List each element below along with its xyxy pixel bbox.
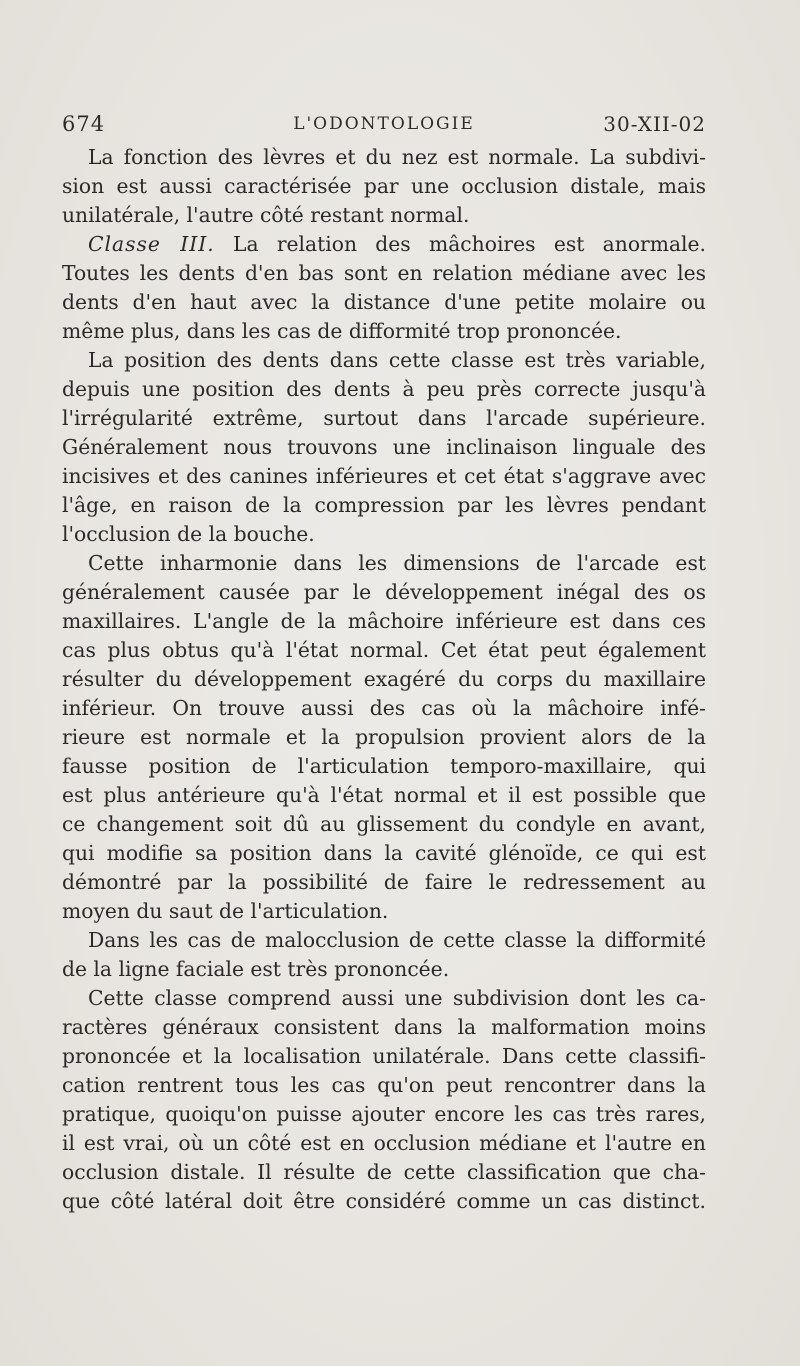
text-line: [62, 462, 706, 491]
text-line: [62, 433, 706, 462]
text-line: [62, 1158, 706, 1187]
line-text: La relation des mâchoires est anormale.: [214, 232, 706, 256]
line-text: l'âge, en raison de la compression par les lèvres pendant: [62, 493, 706, 517]
line-text: généralement causée par le développement inégal des os: [62, 580, 706, 604]
line-text: La fonction des lèvres et du nez est normale. La subdivi-: [88, 145, 706, 169]
line-text: que côté latéral doit être considéré comme un cas distinct.: [62, 1189, 706, 1213]
text-line: [62, 346, 706, 375]
body-text: [62, 143, 706, 1216]
text-line: [62, 172, 706, 201]
line-text: ce changement soit dû au glissement du condyle en avant,: [62, 812, 706, 836]
text-line: [62, 201, 706, 230]
line-text: prononcée et la localisation unilatérale. Dans cette classifi-: [62, 1044, 706, 1068]
line-text: Toutes les dents d'en bas sont en relation médiane avec les: [62, 261, 706, 285]
line-text: est plus antérieure qu'à l'état normal et il est possible que: [62, 783, 706, 807]
line-text: fausse position de l'articulation temporo-maxillaire, qui: [62, 754, 706, 778]
text-line: [62, 404, 706, 433]
text-line: [62, 810, 706, 839]
text-line: [62, 520, 706, 549]
text-line: [62, 607, 706, 636]
line-text: de la ligne faciale est très prononcée.: [62, 957, 450, 981]
page-header: [62, 112, 706, 140]
line-text: occlusion distale. Il résulte de cette classification que cha-: [62, 1160, 706, 1184]
text-line: [62, 1129, 706, 1158]
line-text: cas plus obtus qu'à l'état normal. Cet état peut également: [62, 638, 706, 662]
text-line: [62, 926, 706, 955]
line-text: il est vrai, où un côté est en occlusion médiane et l'autre en: [62, 1131, 706, 1155]
line-text: incisives et des canines inférieures et cet état s'aggrave avec: [62, 464, 706, 488]
line-text: démontré par la possibilité de faire le redressement au: [62, 870, 706, 894]
text-line: [62, 1100, 706, 1129]
text-line: [62, 752, 706, 781]
line-text: rieure est normale et la propulsion provient alors de la: [62, 725, 706, 749]
line-text: inférieur. On trouve aussi des cas où la mâchoire infé-: [62, 696, 706, 720]
text-line: [62, 665, 706, 694]
text-line: [62, 491, 706, 520]
line-text: dents d'en haut avec la distance d'une petite molaire ou: [62, 290, 706, 314]
text-line: [62, 578, 706, 607]
text-line: [62, 1013, 706, 1042]
line-text: l'irrégularité extrême, surtout dans l'arcade supérieure.: [62, 406, 706, 430]
line-text: Généralement nous trouvons une inclinaison linguale des: [62, 435, 706, 459]
text-line: [62, 868, 706, 897]
text-line: [62, 549, 706, 578]
line-text: La position des dents dans cette classe est très variable,: [88, 348, 706, 372]
line-text: Cette classe comprend aussi une subdivision dont les ca-: [88, 986, 706, 1010]
issue-date: 30-XII-02: [603, 112, 706, 136]
text-line: [62, 1042, 706, 1071]
line-text: Dans les cas de malocclusion de cette classe la difformité: [88, 928, 706, 952]
line-text: pratique, quoiqu'on puisse ajouter encore les cas très rares,: [62, 1102, 706, 1126]
line-text: maxillaires. L'angle de la mâchoire inférieure est dans ces: [62, 609, 706, 633]
text-line: [62, 984, 706, 1013]
text-line: [62, 955, 706, 984]
text-line: [62, 143, 706, 172]
section-heading: Classe III.: [88, 232, 215, 256]
text-line: [62, 317, 706, 346]
text-line: [62, 694, 706, 723]
running-title: L'ODONTOLOGIE: [293, 114, 475, 134]
line-text: Cette inharmonie dans les dimensions de l'arcade est: [88, 551, 706, 575]
line-text: cation rentrent tous les cas qu'on peut rencontrer dans la: [62, 1073, 706, 1097]
text-line: [62, 259, 706, 288]
text-line: [62, 230, 706, 259]
text-line: [62, 636, 706, 665]
text-line: [62, 288, 706, 317]
line-text: sion est aussi caractérisée par une occlusion distale, mais: [62, 174, 706, 198]
line-text: depuis une position des dents à peu près correcte jusqu'à: [62, 377, 706, 401]
line-text: l'occlusion de la bouche.: [62, 522, 315, 546]
line-text: ractères généraux consistent dans la malformation moins: [62, 1015, 706, 1039]
text-line: [62, 1071, 706, 1100]
text-line: [62, 781, 706, 810]
text-line: [62, 723, 706, 752]
line-text: moyen du saut de l'articulation.: [62, 899, 389, 923]
text-line: [62, 897, 706, 926]
line-text: résulter du développement exagéré du corps du maxillaire: [62, 667, 706, 691]
line-text: qui modifie sa position dans la cavité glénoïde, ce qui est: [62, 841, 706, 865]
text-line: [62, 1187, 706, 1216]
page-number: 674: [62, 112, 106, 136]
text-line: [62, 375, 706, 404]
line-text: même plus, dans les cas de difformité trop prononcée.: [62, 319, 622, 343]
text-line: [62, 839, 706, 868]
line-text: unilatérale, l'autre côté restant normal.: [62, 203, 470, 227]
